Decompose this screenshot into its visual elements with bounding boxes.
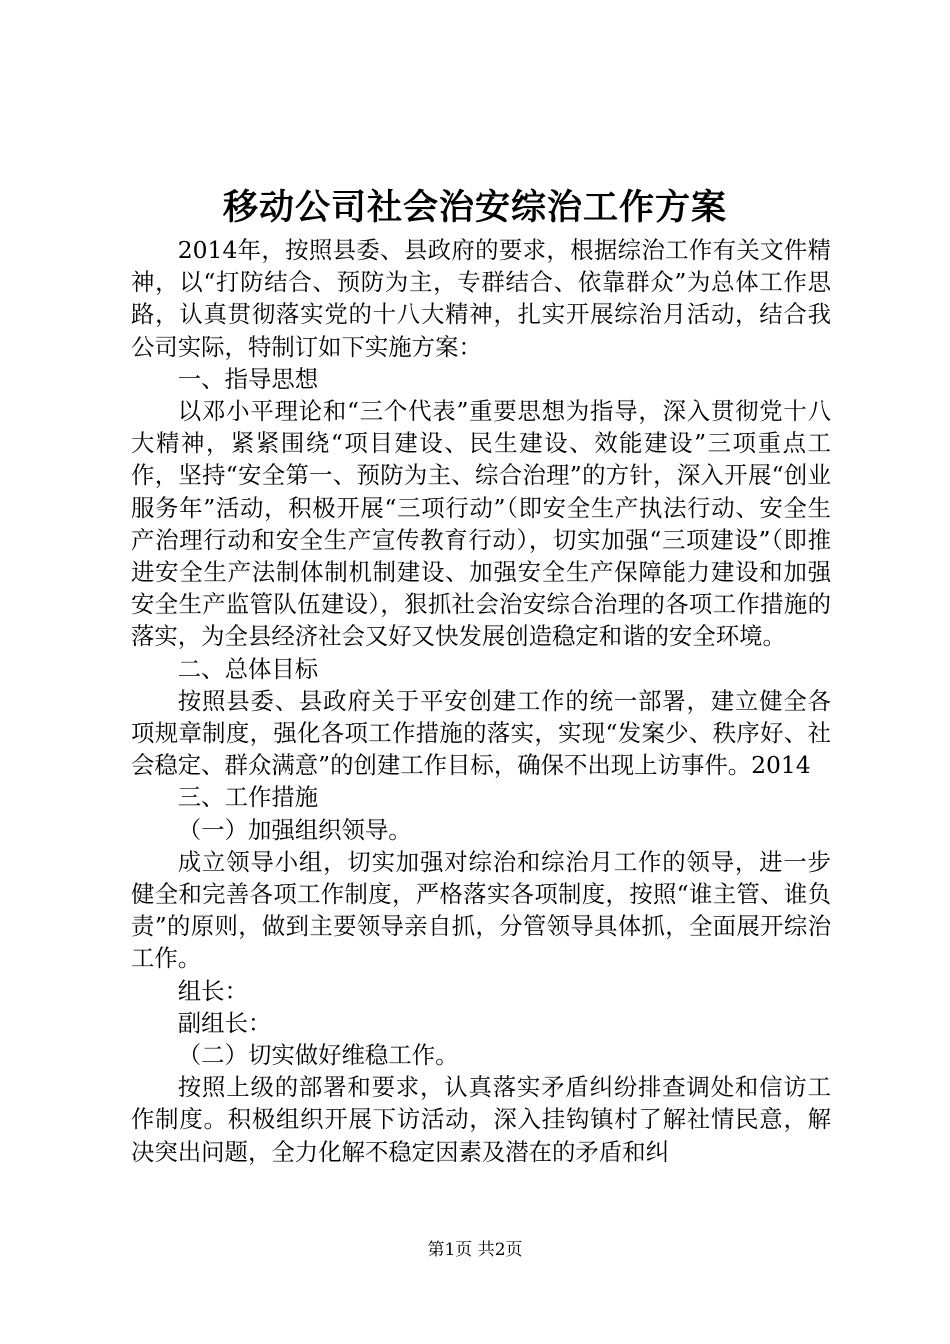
guiding-ideology-paragraph: 以邓小平理论和“三个代表”重要思想为指导，深入贯彻党十八大精神，紧紧围绕“项目建设、民生建设、效能建设”三项重点工作，坚持“安全第一、预防为主、综合治理”的方针，深入开展“创业服务年”活动，积极开展“三项行动”（即安全生产执法行动、安全生产治理行动和安全生产宣传教育行动），切实加强“三项建设”（即推进安全生产法制体制机制建设、加强安全生产保障能力建设和加强安全生产监管队伍建设），狠抓社会治安综合治理的各项工作措施的落实，为全县经济社会又好又快发展创造稳定和谐的安全环境。 xyxy=(131,397,831,651)
subsection-heading-stability: （二）切实做好维稳工作。 xyxy=(177,1041,459,1070)
section-heading-guiding-ideology: 一、指导思想 xyxy=(177,364,319,393)
document-title: 移动公司社会治安综治工作方案 xyxy=(222,188,727,228)
section-heading-work-measures: 三、工作措施 xyxy=(177,783,319,812)
overall-goal-paragraph: 按照县委、县政府关于平安创建工作的统一部署，建立健全各项规章制度，强化各项工作措施的落实，实现“发案少、秩序好、社会稳定、群众满意”的创建工作目标，确保不出现上访事件。2014 xyxy=(131,686,831,780)
deputy-group-leader-line: 副组长： xyxy=(177,1008,272,1037)
page-number-footer: 第1页 共2页 xyxy=(427,1240,523,1260)
group-leader-line: 组长： xyxy=(177,976,248,1005)
stability-paragraph: 按照上级的部署和要求，认真落实矛盾纠纷排查调处和信访工作制度。积极组织开展下访活动，深入挂钩镇村了解社情民意，解决突出问题，全力化解不稳定因素及潜在的矛盾和纠 xyxy=(131,1073,831,1166)
document-body xyxy=(131,234,831,1168)
intro-paragraph: 2014年，按照县委、县政府的要求，根据综治工作有关文件精神，以“打防结合、预防为主，专群结合、依靠群众”为总体工作思路，认真贯彻落实党的十八大精神，扎实开展综治月活动，结合我公司实际，特制订如下实施方案： xyxy=(131,236,831,361)
subsection-heading-organization: （一）加强组织领导。 xyxy=(177,815,412,844)
section-heading-overall-goal: 二、总体目标 xyxy=(177,654,319,683)
organization-paragraph: 成立领导小组，切实加强对综治和综治月工作的领导，进一步健全和完善各项工作制度，严格落实各项制度，按照“谁主管、谁负责”的原则，做到主要领导亲自抓，分管领导具体抓，全面展开综治工作。 xyxy=(131,847,831,973)
